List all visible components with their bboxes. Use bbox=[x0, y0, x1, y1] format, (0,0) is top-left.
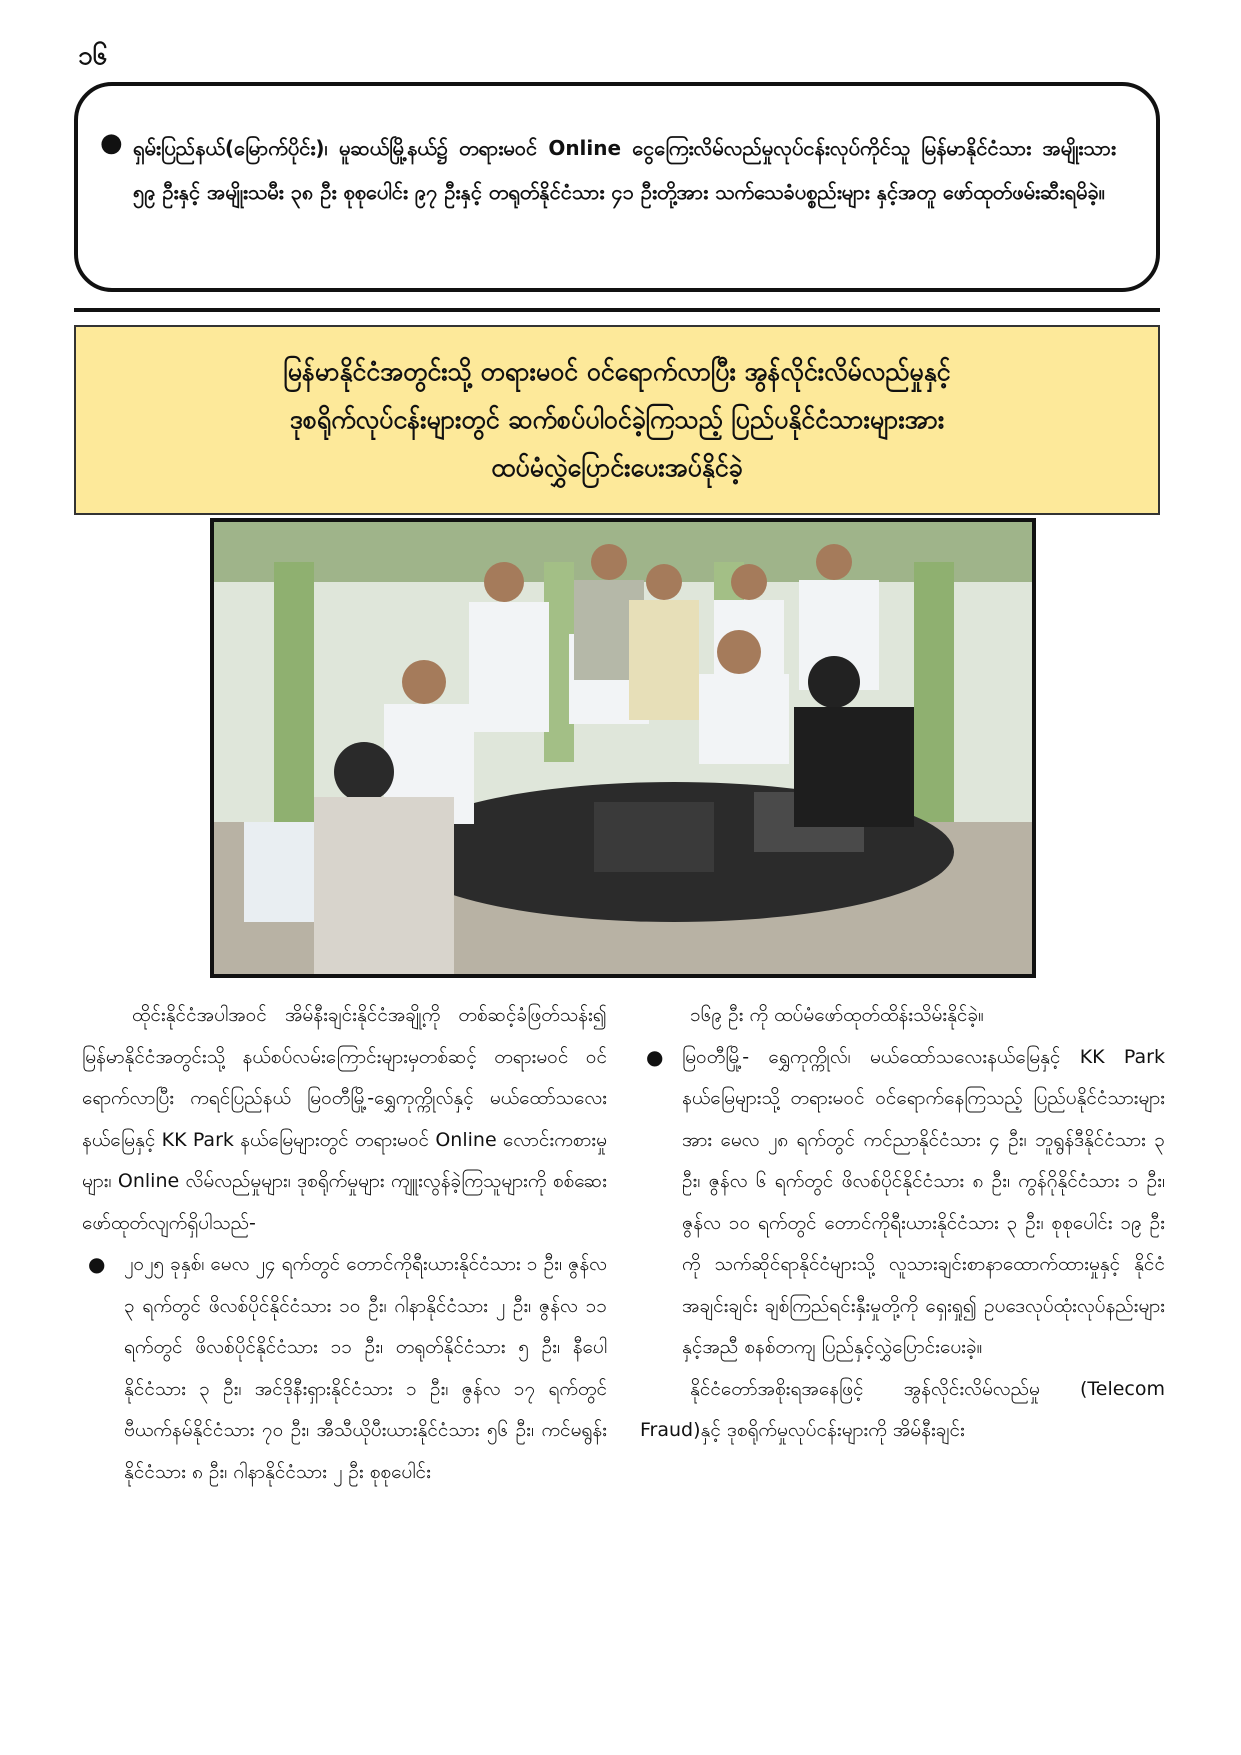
right-bullet-item bbox=[640, 1037, 1165, 1369]
left-column bbox=[82, 995, 607, 1493]
headline-line-2: ဒုစရိုက်လုပ်ငန်းများတွင် ဆက်စပ်ပါဝင်ခဲ့ကြသည့် ပြည်ပနိုင်ငံသားများအား bbox=[289, 405, 945, 434]
right-paragraph: နိုင်ငံတော်အစိုးရအနေဖြင့် အွန်လိုင်းလိမ်လည်မှု (Telecom Fraud)နှင့် ဒုစရိုက်မှုလုပ်ငန်းများကို အိမ်နီးချင်း bbox=[640, 1377, 1165, 1441]
right-column bbox=[640, 995, 1165, 1452]
summary-box bbox=[74, 82, 1160, 292]
page-number: ၁၆ bbox=[78, 41, 108, 71]
news-photo bbox=[210, 518, 1036, 978]
right-bullet-text: မြဝတီမြို့- ရွှေကုက္ကိုလ်၊ မယ်ထော်သလေးနယ်မြေနှင့် KK Park နယ်မြေများသို့ တရားမဝင် ဝင်ရောက်နေကြသည့် ပြည်ပနိုင်ငံသားများအား မေလ ၂၈ ရက်တွင် ကင်ညာနိုင်ငံသား ၄ ဦး၊ ဘူရွန်ဒီနိုင်ငံသား ၃ ဦး၊ ဇွန်လ ၆ ရက်တွင် ဖိလစ်ပိုင်နိုင်ငံသား ၈ ဦး၊ ကွန်ဂိုနိုင်ငံသား ၁ ဦး၊ ဇွန်လ ၁၀ ရက်တွင် တောင်ကိုရီးယားနိုင်ငံသား ၃ ဦး၊ စုစုပေါင်း ၁၉ ဦးကို သက်ဆိုင်ရာနိုင်ငံများသို့ လူသားချင်းစာနာထောက်ထားမှုနှင့် နိုင်ငံအချင်းချင်း ချစ်ကြည်ရင်းနှီးမှုတို့ကို ရှေးရှု၍ ဥပဒေလုပ်ထုံးလုပ်နည်းများနှင့်အညီ စနစ်တကျ ပြည်နှင့်လွှဲပြောင်းပေးခဲ့။ bbox=[682, 1045, 1165, 1358]
headline-box bbox=[74, 325, 1160, 515]
left-bullet-text: ၂၀၂၅ ခုနှစ်၊ မေလ ၂၄ ရက်တွင် တောင်ကိုရီးယားနိုင်ငံသား ၁ ဦး၊ ဇွန်လ ၃ ရက်တွင် ဖိလစ်ပိုင်နိုင်ငံသား ၁၀ ဦး၊ ဂါနာနိုင်ငံသား ၂ ဦး၊ ဇွန်လ ၁၁ ရက်တွင် ဖိလစ်ပိုင်နိုင်ငံသား ၁၁ ဦး၊ တရုတ်နိုင်ငံသား ၅ ဦး၊ နီပေါနိုင်ငံသား ၃ ဦး၊ အင်ဒိုနီးရှားနိုင်ငံသား ၁ ဦး၊ ဇွန်လ ၁၇ ရက်တွင် ဗီယက်နမ်နိုင်ငံသား ၇၀ ဦး၊ အီသီယိုပီးယားနိုင်ငံသား ၅၆ ဦး၊ ကင်မရွန်းနိုင်ငံသား ၈ ဦး၊ ဂါနာနိုင်ငံသား ၂ ဦး စုစုပေါင်း bbox=[124, 1253, 607, 1483]
left-paragraph: ထိုင်းနိုင်ငံအပါအဝင် အိမ်နီးချင်းနိုင်ငံအချို့ကို တစ်ဆင့်ခံဖြတ်သန်း၍ မြန်မာနိုင်ငံအတွင်းသို့ နယ်စပ်လမ်းကြောင်းများမှတစ်ဆင့် တရားမဝင် ဝင်ရောက်လာပြီး ကရင်ပြည်နယ် မြဝတီမြို့-ရွှေကုက္ကိုလ်နှင့် မယ်ထော်သလေးနယ်မြေနှင့် KK Park နယ်မြေများတွင် တရားမဝင် Online လောင်းကစားမှုများ၊ Online လိမ်လည်မှုများ၊ ဒုစရိုက်မှုများ ကျူးလွန်ခဲ့ကြသူများကို စစ်ဆေးဖော်ထုတ်လျက်ရှိပါသည်- bbox=[82, 1004, 607, 1234]
bullet-mark: ● bbox=[646, 1044, 664, 1069]
bullet-mark: ● bbox=[100, 128, 123, 158]
left-bullet-item bbox=[82, 1244, 607, 1493]
headline-line-1: မြန်မာနိုင်ငံအတွင်းသို့ တရားမဝင် ဝင်ရောက်လာပြီး အွန်လိုင်းလိမ်လည်မှုနှင့် bbox=[283, 357, 951, 386]
right-continuation: ၁၆၉ ဦး ကို ထပ်မံဖော်ထုတ်ထိန်းသိမ်းနိုင်ခဲ့။ bbox=[690, 1004, 984, 1026]
divider-rule bbox=[74, 308, 1160, 312]
photo-illustration bbox=[214, 522, 1032, 974]
bullet-mark: ● bbox=[88, 1252, 106, 1276]
summary-text: ရှမ်းပြည်နယ်(မြောက်ပိုင်း)၊ မူဆယ်မြို့နယ်၌ တရားမဝင် Online ငွေကြေးလိမ်လည်မှုလုပ်ငန်းလုပ်ကိုင်သူ မြန်မာနိုင်ငံသား အမျိုးသား ၅၉ ဦးနှင့် အမျိုးသမီး ၃၈ ဦး စုစုပေါင်း ၉၇ ဦးနှင့် တရုတ်နိုင်ငံသား ၄၁ ဦးတို့အား သက်သေခံပစ္စည်းများ နှင့်အတူ ဖော်ထုတ်ဖမ်းဆီးရမိခဲ့။ bbox=[133, 136, 1116, 204]
headline-line-3: ထပ်မံလွှဲပြောင်းပေးအပ်နိုင်ခဲ့ bbox=[491, 453, 743, 482]
